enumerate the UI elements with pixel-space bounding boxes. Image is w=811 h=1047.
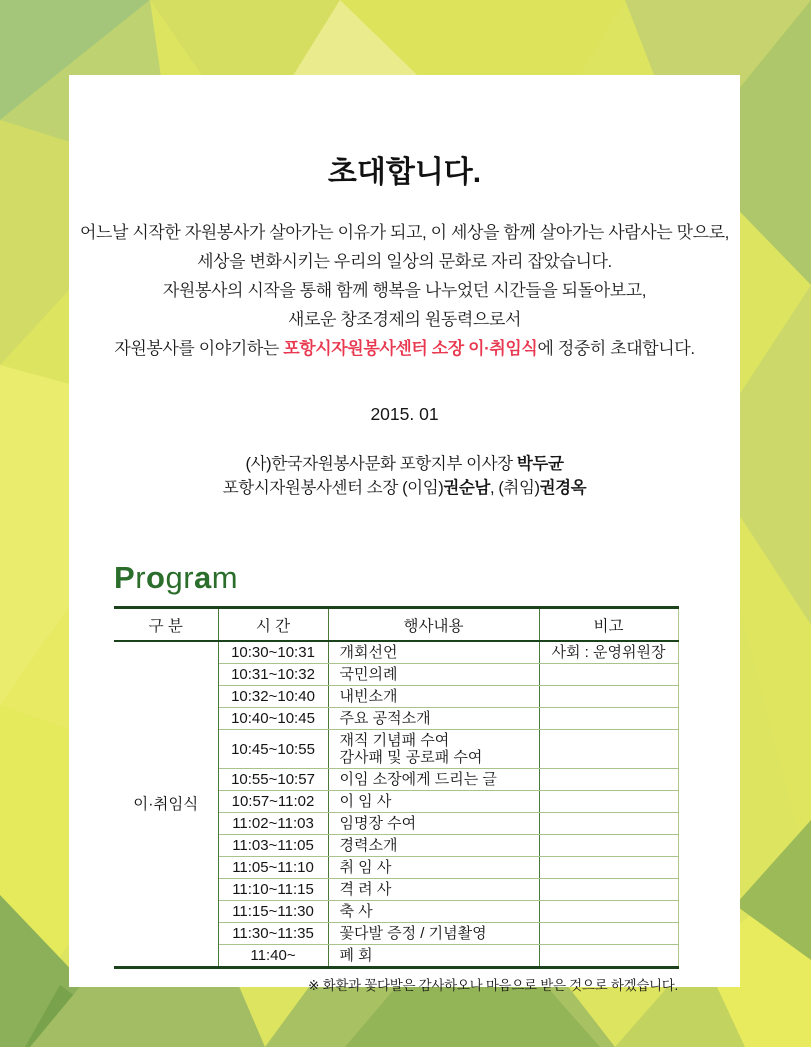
signature-block	[69, 452, 740, 500]
table-footnote: ※ 화환과 꽃다발은 감사하오나 마음으로 받은 것으로 하겠습니다.	[308, 978, 678, 993]
event-date: 2015. 01	[370, 404, 439, 424]
note-cell	[539, 945, 678, 968]
note-cell	[539, 835, 678, 857]
note-cell	[539, 901, 678, 923]
sign2-name-outgoing: 권순남	[443, 479, 490, 497]
heading-letter: g	[165, 560, 184, 595]
column-header-content: 행사내용	[328, 608, 539, 642]
heading-letter: m	[211, 560, 239, 595]
body-line: 세상을 변화시키는 우리의 일상의 문화로 자리 잡았습니다.	[197, 252, 612, 271]
closing-suffix: 에 정중히 초대합니다.	[537, 339, 695, 358]
column-header-category: 구 분	[114, 608, 218, 642]
body-line: 어느날 시작한 자원봉사가 살아가는 이유가 되고, 이 세상을 함께 살아가는 사람사는 맛으로,	[79, 223, 729, 242]
sign2-role: 포항시자원봉사센터 소장 (이임)	[222, 479, 444, 497]
table-header-row	[114, 608, 678, 642]
time-cell: 10:45~10:55	[218, 730, 328, 769]
content-cell: 주요 공적소개	[328, 708, 539, 730]
invitation-body	[79, 218, 730, 363]
program-schedule-table	[114, 606, 679, 969]
content-cell: 국민의례	[328, 664, 539, 686]
table-row	[114, 641, 678, 664]
sign2-name-incoming: 권경옥	[539, 479, 587, 497]
category-cell: 이·취임식	[114, 641, 218, 968]
note-cell	[539, 813, 678, 835]
time-cell: 10:40~10:45	[218, 708, 328, 730]
invitation-sheet	[69, 75, 740, 993]
content-cell: 취 임 사	[328, 857, 539, 879]
body-line: 자원봉사의 시작을 통해 함께 행복을 나누었던 시간들을 되돌아보고,	[162, 281, 647, 300]
time-cell: 10:57~11:02	[218, 791, 328, 813]
time-cell: 11:15~11:30	[218, 901, 328, 923]
time-cell: 11:30~11:35	[218, 923, 328, 945]
time-cell: 11:40~	[250, 947, 296, 964]
program-heading	[114, 560, 740, 596]
sign2-separator: , (취임)	[489, 479, 540, 497]
note-cell: 사회 : 운영위원장	[539, 641, 678, 664]
content-cell: 이임 소장에게 드리는 글	[328, 769, 539, 791]
note-cell	[539, 791, 678, 813]
sign1-name: 박두균	[516, 455, 564, 473]
time-cell: 10:32~10:40	[218, 686, 328, 708]
sign1-role: (사)한국자원봉사문화 포항지부 이사장	[245, 455, 517, 473]
time-cell: 11:05~11:10	[218, 857, 328, 879]
note-cell	[539, 879, 678, 901]
content-line: 감사패 및 공로패 수여	[339, 749, 483, 766]
content-cell	[328, 730, 539, 769]
column-header-note: 비고	[539, 608, 678, 642]
time-cell: 11:03~11:05	[218, 835, 328, 857]
note-cell	[539, 857, 678, 879]
note-cell	[539, 923, 678, 945]
content-cell: 폐 회	[328, 945, 539, 968]
signature-line-1	[69, 452, 740, 476]
content-cell: 내빈소개	[328, 686, 539, 708]
content-cell: 격 려 사	[328, 879, 539, 901]
closing-highlight: 포항시자원봉사센터 소장 이·취임식	[283, 339, 538, 358]
time-cell: 11:10~11:15	[218, 879, 328, 901]
time-cell: 10:30~10:31	[218, 641, 328, 664]
note-cell	[539, 664, 678, 686]
note-cell	[539, 686, 678, 708]
note-cell	[539, 730, 678, 769]
note-cell	[539, 769, 678, 791]
body-line: 새로운 창조경제의 원동력으로서	[288, 310, 521, 329]
content-cell: 축 사	[328, 901, 539, 923]
content-line: 재직 기념패 수여	[339, 732, 450, 749]
time-cell: 10:55~10:57	[218, 769, 328, 791]
column-header-time: 시 간	[218, 608, 328, 642]
heading-letter: r	[135, 560, 147, 595]
content-cell: 이 임 사	[328, 791, 539, 813]
time-cell: 11:02~11:03	[218, 813, 328, 835]
content-cell: 개회선언	[328, 641, 539, 664]
heading-letter: a	[194, 560, 212, 595]
heading-letter: P	[114, 560, 136, 595]
signature-line-2	[69, 476, 740, 500]
heading-letter: o	[146, 560, 166, 595]
invitation-title: 초대합니다.	[327, 156, 482, 189]
body-closing-line	[79, 334, 730, 363]
content-cell: 꽃다발 증정 / 기념촬영	[328, 923, 539, 945]
heading-letter: r	[183, 560, 195, 595]
note-cell	[539, 708, 678, 730]
content-cell: 경력소개	[328, 835, 539, 857]
closing-prefix: 자원봉사를 이야기하는	[114, 339, 284, 358]
content-cell: 임명장 수여	[328, 813, 539, 835]
time-cell: 10:31~10:32	[218, 664, 328, 686]
